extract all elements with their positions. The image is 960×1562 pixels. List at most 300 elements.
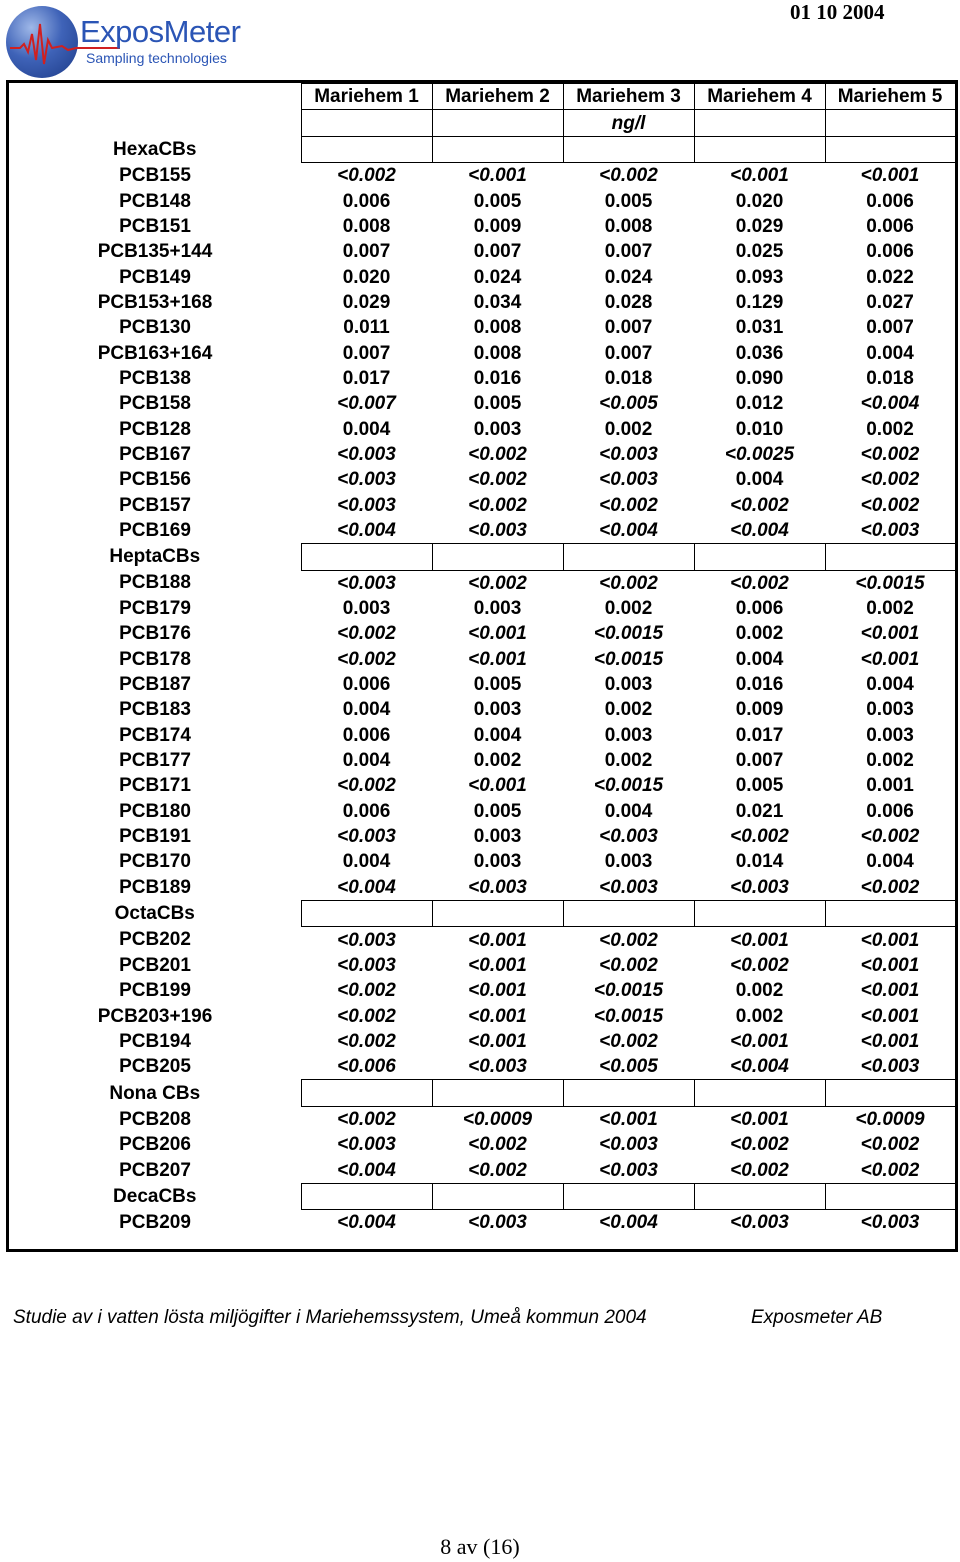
group-empty-cell [563,544,694,570]
congener-name: PCB209 [119,1212,191,1234]
value-cell: <0.001 [468,980,527,1002]
value-cell: 0.006 [342,724,391,746]
value-cell: <0.002 [468,469,527,491]
value-cell: <0.002 [860,1159,920,1181]
value-cell: 0.022 [866,266,914,288]
value-cell: 0.028 [604,291,653,313]
value-cell: <0.003 [337,826,396,848]
value-cell: 0.021 [735,800,784,822]
congener-name: PCB207 [119,1159,191,1181]
congener-name: PCB202 [119,929,191,951]
table-row [9,1029,955,1054]
value-cell: <0.003 [337,572,396,594]
value-cell: 0.004 [473,724,522,746]
value-cell: 0.003 [604,851,653,873]
group-empty-cell [301,544,432,570]
value-cell: 0.002 [735,980,784,1002]
value-cell: 0.004 [604,800,653,822]
value-cell: <0.002 [337,1005,396,1027]
table-row [9,1210,955,1236]
value-cell: 0.029 [342,291,391,313]
value-cell: <0.002 [337,165,396,187]
logo-name: ExposMeter [80,14,241,49]
table-row [9,621,955,646]
value-cell: <0.001 [599,1108,658,1130]
column-header: Mariehem 5 [825,84,955,110]
table-row [9,875,955,901]
value-cell: <0.001 [468,775,527,797]
value-cell: 0.007 [735,750,784,772]
table-row [9,163,955,189]
table-footer [9,1307,955,1331]
value-cell: <0.002 [860,443,920,465]
table-row [9,366,955,391]
table-row [9,1157,955,1183]
unit-row [9,110,955,136]
value-cell: 0.004 [866,674,914,696]
value-cell: <0.003 [860,520,920,542]
value-cell: <0.002 [860,494,920,516]
study-caption: Studie av i vatten lösta miljögifter i Mariehemssystem, Umeå kommun 2004 [13,1307,647,1328]
value-cell: <0.002 [468,494,527,516]
table-row [9,214,955,239]
value-cell: <0.001 [860,929,920,951]
value-cell: <0.001 [860,165,920,187]
value-cell: 0.005 [473,393,522,415]
column-header: Mariehem 3 [563,84,694,110]
value-cell: <0.003 [599,876,658,898]
value-cell: 0.017 [735,724,784,746]
value-cell: <0.003 [860,1212,920,1234]
value-cell: 0.003 [473,851,522,873]
value-cell: 0.008 [473,342,522,364]
value-cell: 0.003 [604,674,653,696]
table-row [9,799,955,824]
value-cell: <0.003 [599,826,658,848]
group-empty-cell [432,901,563,927]
value-cell: <0.002 [730,1159,789,1181]
value-cell: <0.001 [860,954,920,976]
value-cell: <0.001 [860,1030,920,1052]
company-caption: Exposmeter AB [751,1307,883,1328]
congener-name: PCB199 [119,980,191,1002]
group-empty-cell [432,544,563,570]
value-cell: 0.017 [342,367,391,389]
value-cell: 0.009 [473,215,522,237]
table-row [9,188,955,213]
congener-name: PCB180 [119,800,191,822]
value-cell: 0.011 [343,317,390,339]
column-header: Mariehem 4 [694,84,825,110]
value-cell: 0.003 [473,418,522,440]
congener-name: PCB178 [119,648,191,670]
table-row [9,1054,955,1080]
value-cell: <0.002 [730,494,789,516]
value-cell: 0.003 [866,699,914,721]
group-row [9,901,955,927]
value-cell: 0.006 [342,190,391,212]
value-cell: <0.005 [599,1056,658,1078]
logo-subtitle: Sampling technologies [86,50,227,66]
value-cell: <0.004 [599,520,658,542]
value-cell: 0.002 [473,750,522,772]
table-row [9,596,955,621]
value-cell: 0.004 [342,851,391,873]
value-cell: 0.006 [866,190,914,212]
column-header: Mariehem 2 [432,84,563,110]
page-header [0,0,960,84]
group-label: HeptaCBs [109,546,201,568]
table-row [9,927,955,953]
value-cell: 0.006 [866,800,914,822]
unit-blank-cell [9,110,301,136]
congener-name: PCB171 [119,775,191,797]
congener-name: PCB177 [119,750,191,772]
congener-name: PCB157 [119,494,191,516]
value-cell: <0.004 [599,1212,658,1234]
value-cell: <0.004 [337,876,396,898]
value-cell: <0.001 [468,929,527,951]
group-empty-cell [301,136,432,162]
table-row [9,1132,955,1157]
table-row [9,697,955,722]
congener-name: PCB153+168 [97,291,213,313]
value-cell: 0.002 [866,598,914,620]
group-empty-cell [563,136,694,162]
group-empty-cell [301,1080,432,1106]
table-row [9,849,955,874]
congener-name: PCB206 [119,1134,191,1156]
value-cell: 0.005 [604,190,653,212]
group-row [9,1183,955,1209]
value-cell: 0.025 [735,241,784,263]
value-cell: 0.003 [473,826,522,848]
value-cell: <0.002 [468,443,527,465]
value-cell: <0.001 [468,623,527,645]
document-date: 01 10 2004 [790,0,885,24]
value-cell: <0.0015 [593,775,664,797]
value-cell: <0.001 [860,648,920,670]
value-cell: <0.003 [337,469,396,491]
value-cell: 0.007 [604,241,653,263]
value-cell: <0.002 [860,469,920,491]
value-cell: <0.007 [337,393,396,415]
congener-name: PCB176 [119,623,191,645]
value-cell: 0.002 [866,418,914,440]
value-cell: <0.002 [468,1159,527,1181]
value-cell: <0.0015 [593,623,664,645]
congener-name: PCB169 [119,520,191,542]
value-cell: <0.003 [468,520,527,542]
value-cell: <0.002 [730,826,789,848]
table-row [9,647,955,672]
group-empty-cell [825,136,955,162]
group-empty-cell [825,901,955,927]
value-cell: 0.007 [604,317,653,339]
value-cell: <0.004 [337,1212,396,1234]
group-empty-cell [825,1080,955,1106]
value-cell: 0.008 [342,215,391,237]
value-cell: <0.002 [730,954,789,976]
group-empty-cell [432,136,563,162]
table-row [9,978,955,1003]
value-cell: <0.003 [599,1134,658,1156]
value-cell: 0.004 [866,851,914,873]
group-empty-cell [694,901,825,927]
table-row [9,570,955,596]
value-cell: <0.003 [599,443,658,465]
page-number: 8 av (16) [440,1534,520,1559]
value-cell: 0.003 [604,724,653,746]
value-cell: <0.002 [468,1134,527,1156]
value-cell: <0.0025 [724,443,795,465]
table-row [9,442,955,467]
value-cell: 0.018 [604,367,653,389]
value-cell: <0.002 [468,572,527,594]
group-label: HexaCBs [113,138,197,160]
group-label: OctaCBs [114,903,195,925]
group-empty-cell [694,1183,825,1209]
value-cell: 0.005 [473,800,522,822]
value-cell: <0.001 [468,954,527,976]
value-cell: 0.020 [735,190,784,212]
value-cell: 0.006 [735,598,784,620]
value-cell: <0.004 [337,1159,396,1181]
table-row [9,493,955,518]
table-row [9,1106,955,1132]
group-empty-cell [563,901,694,927]
value-cell: <0.001 [730,1030,789,1052]
congener-name: PCB189 [119,877,191,899]
value-cell: 0.024 [473,266,522,288]
group-empty-cell [432,1080,563,1106]
congener-name: PCB203+196 [97,1005,213,1027]
congener-name: PCB130 [119,317,191,339]
value-cell: 0.010 [735,418,784,440]
congener-name: PCB194 [119,1030,191,1052]
value-cell: <0.003 [337,1134,396,1156]
value-cell: <0.0009 [855,1108,925,1130]
value-cell: <0.006 [337,1056,396,1078]
column-header: Mariehem 1 [301,84,432,110]
value-cell: 0.024 [604,266,653,288]
results-table [9,83,956,1235]
value-cell: <0.0015 [593,1005,664,1027]
value-cell: 0.016 [735,674,784,696]
value-cell: <0.002 [599,165,658,187]
value-cell: <0.002 [599,954,658,976]
table-row [9,672,955,697]
value-cell: <0.003 [599,469,658,491]
value-cell: 0.006 [342,800,391,822]
group-label: DecaCBs [113,1185,197,1207]
congener-name: PCB174 [119,724,191,746]
value-cell: <0.002 [337,648,396,670]
group-label: Nona CBs [109,1082,201,1104]
congener-name: PCB208 [119,1108,191,1130]
value-cell: 0.007 [604,342,653,364]
value-cell: <0.003 [468,1056,527,1078]
value-cell: 0.004 [735,648,784,670]
value-cell: <0.0015 [593,648,664,670]
value-cell: <0.003 [730,1212,789,1234]
congener-name: PCB163+164 [97,342,213,364]
unit-cell [825,110,955,136]
unit-cell [301,110,432,136]
value-cell: 0.002 [604,750,653,772]
table-row [9,518,955,544]
value-cell: <0.001 [730,929,789,951]
value-cell: 0.093 [735,266,784,288]
value-cell: 0.003 [473,699,522,721]
value-cell: 0.014 [735,851,784,873]
value-cell: <0.002 [730,572,789,594]
value-cell: <0.002 [860,876,920,898]
value-cell: <0.001 [468,648,527,670]
unit-cell [694,110,825,136]
group-row [9,136,955,162]
value-cell: 0.002 [604,418,653,440]
value-cell: <0.003 [730,876,789,898]
table-row [9,748,955,773]
table-row [9,467,955,492]
table-row [9,824,955,849]
congener-name: PCB128 [119,418,191,440]
value-cell: <0.003 [337,929,396,951]
value-cell: <0.002 [337,775,396,797]
group-empty-cell [694,1080,825,1106]
value-cell: <0.0015 [855,572,925,594]
group-empty-cell [563,1080,694,1106]
value-cell: <0.001 [860,980,920,1002]
value-cell: <0.004 [730,1056,789,1078]
value-cell: <0.001 [860,623,920,645]
value-cell: <0.001 [468,165,527,187]
value-cell: 0.129 [735,291,784,313]
value-cell: 0.004 [735,469,784,491]
value-cell: 0.012 [735,393,784,415]
value-cell: 0.004 [866,342,914,364]
table-row [9,340,955,365]
value-cell: <0.004 [860,393,920,415]
value-cell: 0.034 [473,291,522,313]
value-cell: <0.002 [860,1134,920,1156]
value-cell: 0.008 [473,317,522,339]
value-cell: 0.018 [866,367,914,389]
table-row [9,953,955,978]
table-row [9,391,955,416]
value-cell: <0.005 [599,393,658,415]
value-cell: 0.007 [866,317,914,339]
value-cell: <0.003 [337,443,396,465]
group-empty-cell [432,1183,563,1209]
value-cell: 0.007 [342,342,391,364]
congener-name: PCB158 [119,393,191,415]
value-cell: <0.003 [860,1056,920,1078]
value-cell: 0.090 [735,367,784,389]
unit-label: ng/l [563,110,694,136]
value-cell: 0.003 [473,598,522,620]
value-cell: <0.003 [337,954,396,976]
value-cell: <0.002 [337,623,396,645]
value-cell: 0.002 [604,598,653,620]
value-cell: 0.001 [866,775,914,797]
group-empty-cell [563,1183,694,1209]
value-cell: 0.002 [735,1005,784,1027]
group-empty-cell [825,1183,955,1209]
table-row [9,239,955,264]
value-cell: <0.0009 [462,1108,533,1130]
value-cell: 0.020 [342,266,391,288]
group-empty-cell [694,544,825,570]
congener-name: PCB188 [119,572,191,594]
table-row [9,264,955,289]
value-cell: <0.002 [337,1030,396,1052]
group-empty-cell [301,901,432,927]
table-row [9,315,955,340]
value-cell: 0.006 [866,241,914,263]
unit-cell [432,110,563,136]
congener-name: PCB170 [119,851,191,873]
value-cell: <0.003 [468,876,527,898]
value-cell: <0.001 [730,1108,789,1130]
value-cell: <0.002 [599,494,658,516]
exposmeter-logo [6,6,246,78]
value-cell: <0.002 [730,1134,789,1156]
table-row [9,290,955,315]
value-cell: 0.007 [342,241,391,263]
value-cell: 0.002 [735,623,784,645]
congener-name: PCB187 [119,674,191,696]
congener-name: PCB201 [119,954,191,976]
group-row [9,1080,955,1106]
value-cell: 0.005 [473,674,522,696]
congener-name: PCB135+144 [97,241,213,263]
value-cell: 0.029 [735,215,784,237]
congener-name: PCB156 [119,469,191,491]
value-cell: 0.006 [866,215,914,237]
value-cell: <0.004 [337,520,396,542]
table-row [9,1003,955,1028]
value-cell: 0.027 [866,291,914,313]
value-cell: <0.003 [599,1159,658,1181]
value-cell: 0.004 [342,750,391,772]
congener-name: PCB191 [119,826,191,848]
value-cell: <0.001 [468,1030,527,1052]
congener-name: PCB148 [119,190,191,212]
value-cell: 0.036 [735,342,784,364]
value-cell: <0.004 [730,520,789,542]
table-row [9,773,955,798]
value-cell: 0.009 [735,699,784,721]
value-cell: <0.003 [468,1212,527,1234]
group-empty-cell [825,544,955,570]
value-cell: 0.006 [342,674,391,696]
congener-name: PCB138 [119,367,191,389]
congener-name: PCB151 [119,215,191,237]
congener-name: PCB205 [119,1056,191,1078]
value-cell: <0.002 [599,1030,658,1052]
value-cell: <0.002 [860,826,920,848]
value-cell: 0.004 [342,418,391,440]
value-cell: 0.005 [735,775,784,797]
congener-name: PCB149 [119,266,191,288]
value-cell: 0.016 [473,367,522,389]
group-empty-cell [694,136,825,162]
value-cell: 0.003 [342,598,391,620]
value-cell: <0.001 [468,1005,527,1027]
header-blank-cell [9,84,301,110]
